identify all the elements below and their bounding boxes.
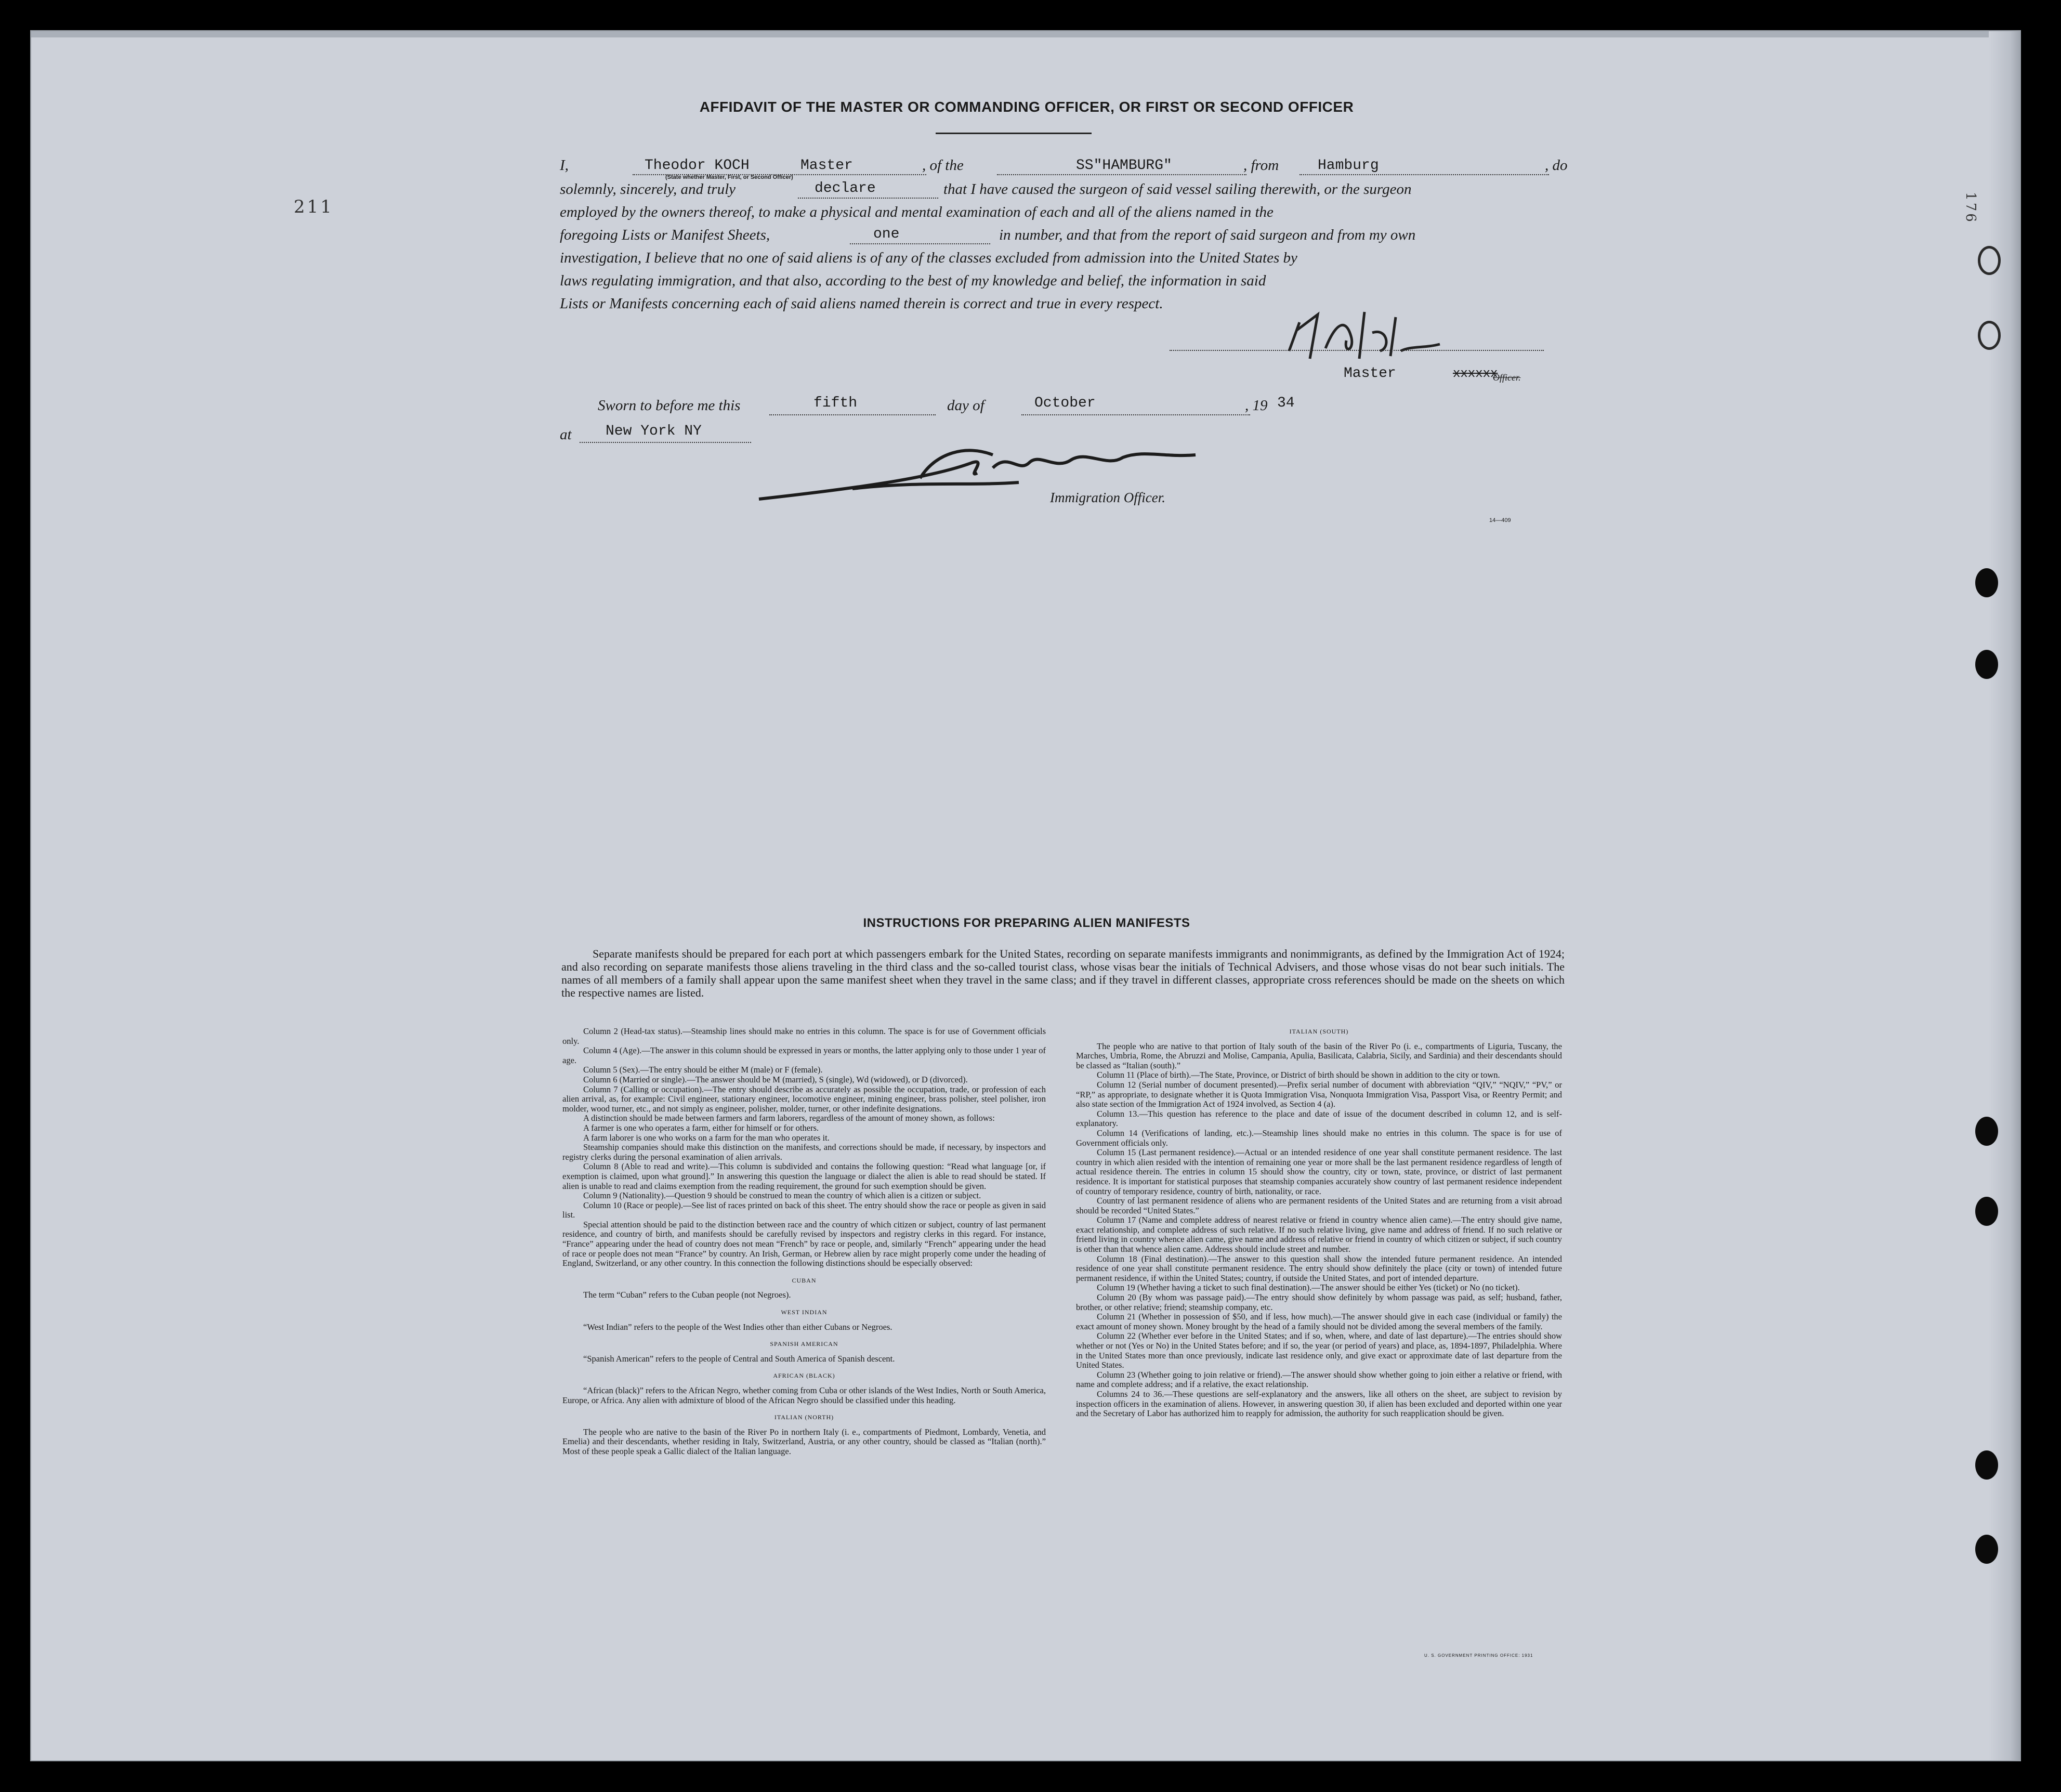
instruction-paragraph: Column 19 (Whether having a ticket to such final destination).—The answer should be either Yes (ticket) or No (no ticket). (1097, 1283, 1520, 1293)
blank-place (580, 442, 751, 443)
instruction-paragraph: Country of last permanent residence of aliens who are permanent residents of the United States and are returning from a visit abroad should be recorded “United States.” (1076, 1196, 1562, 1215)
instruction-paragraph: Column 6 (Married or single).—The answer should be M (married), S (single), Wd (widowed), or D (divorced). (583, 1074, 968, 1084)
heading-spanish-american: SPANISH AMERICAN (770, 1340, 838, 1348)
instruction-paragraph: Column 23 (Whether going to join relative or friend).—The answer should show whether going to join either a relative or friend, with name and complete address; and if a relative, the exact relationship. (1076, 1369, 1562, 1390)
instructions-intro: Separate manifests should be prepared for each port at which passengers embark for the United States, recording on separate manifests immigrants and nonimmigrants, as defined by the Immigration Act of 1924; and also recording on separate manifests those aliens traveling in the third class and the so-called tourist class, whose visas bear the initials of Technical Advisers, and those whose visas do not bear such initials. The names of all members of a family shall appear upon the same manifest sheet when they travel in the same class; and if they travel in different classes, appropriate cross references should be made on the sheets on which the respective names are listed. (561, 947, 1565, 999)
immigration-officer-label: Immigration Officer. (1050, 490, 1165, 505)
master-rank: Master (800, 158, 853, 174)
instruction-paragraph: Column 21 (Whether in possession of $50, and if less, how much).—The answer should give in each case (individual or family) the exact amount of money shown. Money brought by the head of a family should not be divided among the several members of the family. (1076, 1312, 1562, 1331)
word-do: , do (1545, 157, 1568, 174)
margin-mark-right: 176 (1962, 192, 1978, 224)
affidavit-line-4b: in number, and that from the report of said surgeon and from my own (999, 227, 1416, 243)
affidavit-line-2b: that I have caused the surgeon of said vessel sailing therewith, or the surgeon (943, 181, 1412, 198)
blank-day (769, 414, 936, 415)
instruction-paragraph: Column 20 (By whom was passage paid).—The entry should show definitely by whom passage was paid, as self; husband, father, brother, or other relative; friend; steamship company, etc. (1076, 1292, 1562, 1312)
blank-declare (798, 198, 938, 199)
binder-hole-icon (1978, 246, 2001, 275)
instruction-paragraph: A farmer is one who operates a farm, either for himself or for others. (583, 1122, 819, 1133)
word-i: I, (560, 157, 569, 174)
word-day-of: day of (947, 397, 984, 414)
instruction-paragraph: Column 11 (Place of birth).—The State, Province, or District of birth should be shown in addition to the city or town. (1097, 1070, 1500, 1080)
affidavit-line-3: employed by the owners thereof, to make a physical and mental examination of each and all of the aliens named in the (560, 204, 1274, 220)
instruction-paragraph: “African (black)” refers to the African Negro, whether coming from Cuba or other islands of the West Indies, North or South America, Europe, or Africa. Any alien with admixture of blood of the African Negro should be classified under this heading. (562, 1385, 1046, 1405)
word-at: at (560, 426, 572, 443)
blank-port (1299, 174, 1549, 175)
instruction-paragraph: Column 10 (Race or people).—See list of races printed on back of this sheet. The entry should show the race or people as given in said list. (562, 1200, 1046, 1220)
title-rule (936, 133, 1092, 134)
binder-hole-icon (1975, 1450, 1998, 1480)
signature-title: Master (1344, 365, 1396, 382)
word-of-the: , of the (922, 157, 964, 174)
instruction-paragraph: The term “Cuban” refers to the Cuban people (not Negroes). (583, 1290, 791, 1300)
word-from: , from (1243, 157, 1279, 174)
instruction-paragraph: Column 22 (Whether ever before in the United States; and if so, when, where, and date of last departure).—The entries should show whether or not (Yes or No) in the United States before; and if so, the year (or period of years) and place, as, 1894-1897, Philadelphia. Where in the United States more than once previously, indicate last residence only, and give exact or approximate date of last departure from the United States. (1076, 1331, 1562, 1370)
top-fold (31, 31, 2020, 37)
instruction-paragraph: A distinction should be made between farmers and farm laborers, regardless of the amount of money shown, as follows: (583, 1113, 995, 1123)
heading-italian-south: ITALIAN (SOUTH) (1289, 1028, 1349, 1035)
binder-hole-icon (1975, 568, 1998, 597)
instruction-paragraph: Special attention should be paid to the distinction between race and the country of which citizen or subject, country of last permanent residence, and country of birth, and manifests should be carefully revised by inspectors and registry clerks in this regard. For instance, “France” appearing under the head of country does not mean “French” by race or people, and, similarly “French” appearing under the head of race or people does not mean “France” by country. An Irish, German, or Hebrew alien by race might properly come under the heading of England, Switzerland, or any other country. In this connection the following distinctions should be especially observed: (562, 1219, 1046, 1268)
heading-west-indian: WEST INDIAN (781, 1309, 828, 1316)
instruction-paragraph: “Spanish American” refers to the people of Central and South America of Spanish descent. (583, 1353, 895, 1364)
sworn-text: Sworn to before me this (598, 397, 741, 414)
affidavit-line-6: laws regulating immigration, and that also, according to the best of my knowledge and belief, the information in said (560, 272, 1266, 289)
instructions-title: INSTRUCTIONS FOR PREPARING ALIEN MANIFESTS (863, 916, 1190, 930)
instruction-paragraph: Column 8 (Able to read and write).—This column is subdivided and contains the following question: “Read what language [or, if exemption is claimed, upon what ground].” In answering this question the language or dialect the alien is able to read should be stated. If alien is unable to read and claims exemption from the reading requirement, the ground for such exemption should be given. (562, 1161, 1046, 1191)
manifest-page (30, 30, 2021, 1761)
master-name: Theodor KOCH (645, 158, 750, 174)
affidavit-line-2a: solemnly, sincerely, and truly (560, 181, 736, 198)
instruction-paragraph: Column 2 (Head-tax status).—Steamship lines should make no entries in this column. The space is for use of Government officials only. (562, 1026, 1046, 1046)
instruction-paragraph: Column 5 (Sex).—The entry should be either M (male) or F (female). (583, 1065, 823, 1075)
binder-hole-icon (1975, 1117, 1998, 1146)
port-name: Hamburg (1318, 158, 1379, 174)
instructions-right-column (1076, 1027, 1562, 1419)
instruction-paragraph: Column 4 (Age).—The answer in this column should be expressed in years or months, the latter applying only to those under 1 year of age. (562, 1045, 1046, 1065)
instructions-left-column (562, 1027, 1046, 1457)
instruction-paragraph: Column 14 (Verifications of landing, etc.).—Steamship lines should make no entries in this column. The space is for use of Government officials only. (1076, 1128, 1562, 1148)
margin-mark: 211 (294, 197, 334, 217)
affidavit-line-7: Lists or Manifests concerning each of said aliens named therein is correct and true in every respect. (560, 295, 1163, 312)
declare-word: declare (815, 180, 876, 197)
instruction-paragraph: Steamship companies should make this distinction on the manifests, and corrections should be made, if necessary, by inspectors and registry clerks during the personal examination of alien arrivals. (562, 1142, 1046, 1162)
instruction-paragraph: Column 13.—This question has reference to the place and date of issue of the document described in column 12, and is self-explanatory. (1076, 1108, 1562, 1129)
sworn-year: 34 (1277, 395, 1295, 411)
affidavit-title: AFFIDAVIT OF THE MASTER OR COMMANDING OFFICER, OR FIRST OR SECOND OFFICER (699, 99, 1354, 115)
binder-hole-icon (1975, 650, 1998, 679)
instruction-paragraph: A farm laborer is one who works on a farm for the man who operates it. (583, 1132, 830, 1143)
sworn-day: fifth (813, 395, 858, 411)
blank-sheets (850, 243, 990, 244)
master-signature (1268, 302, 1487, 374)
form-number: 14—409 (1489, 517, 1511, 524)
sworn-place: New York NY (606, 423, 702, 439)
sworn-month: October (1034, 395, 1096, 411)
vessel-name: SS"HAMBURG" (1076, 158, 1172, 174)
instruction-paragraph: The people who are native to the basin of the River Po in northern Italy (i. e., compartments of Piedmont, Lombardy, Venetia, and Emelia) and their descendants, whether residing in Italy, Switzerland, Austria, or any other country, should be classed as “Italian (north).” Most of these people speak a Gallic dialect of the Italian language. (562, 1427, 1046, 1456)
heading-african: AFRICAN (BLACK) (773, 1372, 835, 1380)
printer-imprint: U. S. GOVERNMENT PRINTING OFFICE: 1931 (1424, 1653, 1533, 1658)
instruction-paragraph: “West Indian” refers to the people of the West Indies other than either Cubans or Negroes. (583, 1322, 892, 1332)
struck-title: xxxxxx (1453, 367, 1498, 381)
instruction-paragraph: The people who are native to that portion of Italy south of the basin of the River Po (i. e., compartments of Liguria, Tuscany, the Marches, Umbria, Rome, the Abruzzi and Molise, Campania, Apulia, Basilicata, Calabria, Sicily, and Sardinia) and their descendants should be classed as “Italian (south).” (1076, 1041, 1562, 1070)
heading-italian-north: ITALIAN (NORTH) (774, 1414, 834, 1421)
instruction-paragraph: Column 9 (Nationality).—Question 9 should be construed to mean the country of which alien is a citizen or subject. (583, 1191, 981, 1201)
instruction-paragraph: Column 18 (Final destination).—The answer to this question shall show the intended future permanent residence. An intended residence of one year shall constitute permanent residence. The entry should show definitely the place (city or town) of intended future permanent residence, if within the United States; country, if outside the United States, and port of intended departure. (1076, 1253, 1562, 1283)
struck-officer: Officer. (1493, 372, 1521, 383)
instruction-paragraph: Column 12 (Serial number of document presented).—Prefix serial number of document with abbreviation “QIV,” “NQIV,” “PV,” or “RP,” as appropriate, to designate whether it is Quota Immigration Visa, Nonquota Immigration Visa, Passport Visa, or Reentry Permit; and also state section of the Immigration Act of 1924 involved, as Section 4 (a). (1076, 1079, 1562, 1109)
word-year-prefix: , 19 (1245, 397, 1268, 414)
rank-note: (State whether Master, First, or Second Officer) (665, 174, 793, 180)
affidavit-line-4a: foregoing Lists or Manifest Sheets, (560, 227, 770, 243)
binder-hole-icon (1975, 1535, 1998, 1564)
binder-hole-icon (1978, 321, 2001, 350)
blank-vessel (997, 174, 1246, 175)
signature-line (1170, 350, 1544, 351)
instruction-paragraph: Column 7 (Calling or occupation).—The entry should describe as accurately as possible the occupation, trade, or profession of each alien arrival, as, for example: Civil engineer, stationary engineer, locomotive engineer, mining engineer, brass polisher, steel polisher, iron molder, wood turner, etc., and not simply as engineer, polisher, molder, turner, or other indefinite designations. (562, 1084, 1046, 1114)
blank-month (1021, 414, 1250, 415)
affidavit-line-5: investigation, I believe that no one of said aliens is of any of the classes excluded from admission into the United States by (560, 250, 1297, 266)
instruction-paragraph: Columns 24 to 36.—These questions are self-explanatory and the answers, like all others on the sheet, are subject to revision by inspection officers in the examination of aliens. However, in answering question 30, if alien has been excluded and deported within one year and the Secretary of Labor has authorized him to reapply for admission, the authority for such reapplication should be given. (1076, 1389, 1562, 1419)
binder-hole-icon (1975, 1197, 1998, 1226)
instruction-paragraph: Column 17 (Name and complete address of nearest relative or friend in country whence alien came).—The entry should give name, exact relationship, and complete address of such relative. If no such relative living, give name and address of friend. If no such relative or friend living in country whence alien came, give name and address of relative or friend in country of which citizen or subject, if such country is other than that whence alien came. Address should include street and number. (1076, 1215, 1562, 1254)
heading-cuban: CUBAN (792, 1276, 817, 1284)
sheets-count: one (873, 226, 900, 242)
page-curl (1989, 31, 2020, 1760)
instruction-paragraph: Column 15 (Last permanent residence).—Actual or an intended residence of one year shall constitute permanent residence. The last country in which alien resided with the intention of remaining one year or more shall be the last permanent residence regardless of length of actual residence therein. The entries in column 15 should show the country, city or town, state, province, or district of last permanent residence. It is important for statistical purposes that steamship companies accurately show country of last permanent residence independent of country of temporary residence, country of birth, nationality, or race. (1076, 1147, 1562, 1196)
